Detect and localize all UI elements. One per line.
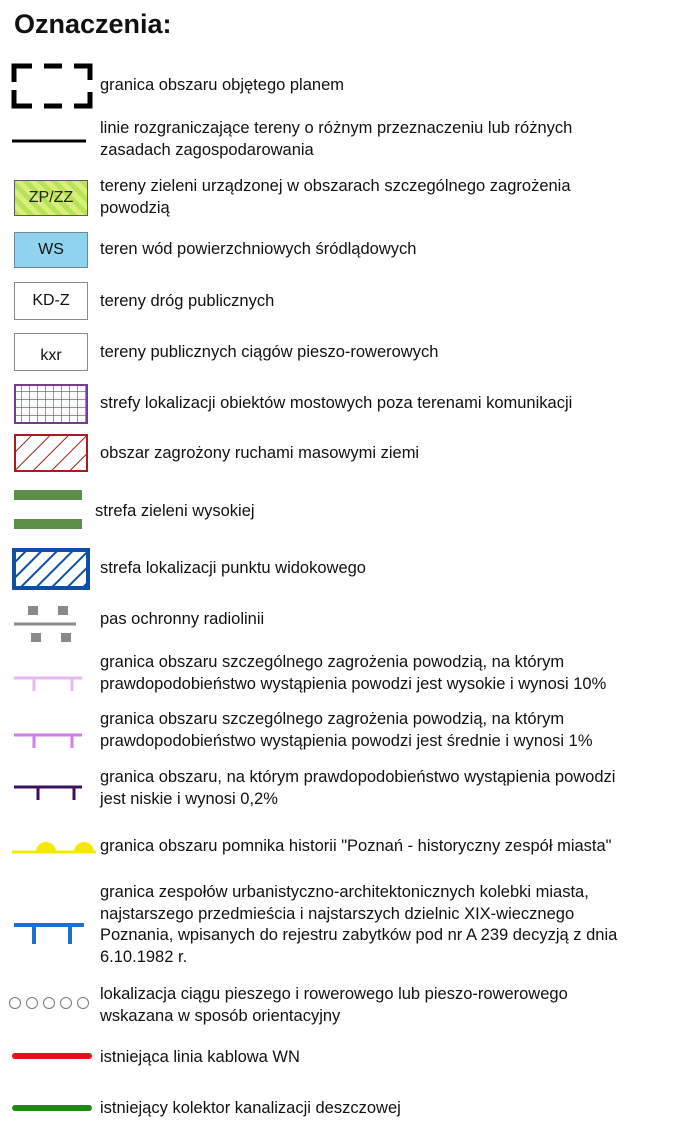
legend-label: tereny zieleni urządzonej w obszarach szczególnego zagrożenia powodzią (100, 177, 571, 217)
legend-label: tereny publicznych ciągów pieszo-rowerowych (100, 343, 439, 361)
bridge-zone-symbol (14, 384, 88, 424)
legend-label: granica obszaru objętego planem (100, 76, 344, 94)
surface-water-symbol (14, 232, 88, 268)
legend-label: pas ochronny radiolinii (100, 610, 265, 628)
legend-title: Oznaczenia: (14, 9, 172, 39)
symbol-code: KD-Z (14, 282, 88, 320)
legend-label: istniejący kolektor kanalizacji deszczowej (100, 1099, 401, 1117)
radio-protection-symbol (14, 606, 76, 644)
legend-label: teren wód powierzchniowych śródlądowych (100, 240, 417, 258)
pedestrian-cycle-symbol (14, 333, 88, 371)
dividing-line-symbol (12, 138, 86, 144)
legend-label: granica zespołów urbanistyczno-architektonicznych kolebki miasta, najstarszego przedmieścia i najstarszych dzielnic XIX-wiecznego Poznania, wpisanych do rejestru zabytków pod nr A 239 decyzją z dnia 6.10.1982 r. (100, 883, 618, 966)
history-monument-symbol (12, 836, 96, 854)
legend-label: istniejąca linia kablowa WN (100, 1048, 300, 1066)
legend-label: strefa lokalizacji punktu widokowego (100, 559, 366, 577)
power-cable-symbol (12, 1052, 92, 1060)
public-road-symbol (14, 282, 88, 320)
flood-10-symbol (14, 676, 82, 692)
tall-greenery-symbol (14, 490, 82, 530)
flood-02-symbol (14, 785, 82, 801)
plan-boundary-symbol (12, 64, 92, 108)
symbol-code: ZP/ZZ (28, 189, 74, 206)
green-area-symbol (14, 180, 88, 216)
storm-sewer-symbol (12, 1104, 92, 1112)
legend-label: strefa zieleni wysokiej (95, 502, 255, 520)
legend-label: strefy lokalizacji obiektów mostowych poza terenami komunikacji (100, 394, 573, 412)
legend-label: granica obszaru szczególnego zagrożenia powodzią, na którym prawdopodobieństwo wystąpienia powodzi jest średnie i wynosi 1% (100, 710, 593, 750)
landslide-area-symbol (14, 434, 88, 472)
flood-1-symbol (14, 733, 82, 749)
indicative-route-symbol (8, 996, 92, 1010)
legend-label: tereny dróg publicznych (100, 292, 275, 310)
viewpoint-zone-symbol (12, 548, 90, 590)
legend-label: linie rozgraniczające tereny o różnym przeznaczeniu lub różnych zasadach zagospodarowania (100, 119, 573, 159)
urban-complexes-symbol (14, 923, 84, 945)
legend-label: granica obszaru, na którym prawdopodobieństwo wystąpienia powodzi jest niskie i wynosi 0,2% (100, 768, 616, 808)
legend-label: obszar zagrożony ruchami masowymi ziemi (100, 444, 420, 462)
legend-label: granica obszaru pomnika historii "Poznań - historyczny zespół miasta" (100, 837, 612, 855)
legend-label: lokalizacja ciągu pieszego i rowerowego lub pieszo-rowerowego wskazana w sposób orientacyjny (100, 985, 568, 1025)
symbol-code: kxr (14, 333, 88, 371)
legend-label: granica obszaru szczególnego zagrożenia powodzią, na którym prawdopodobieństwo wystąpienia powodzi jest wysokie i wynosi 10% (100, 653, 607, 693)
symbol-code: WS (14, 232, 88, 268)
